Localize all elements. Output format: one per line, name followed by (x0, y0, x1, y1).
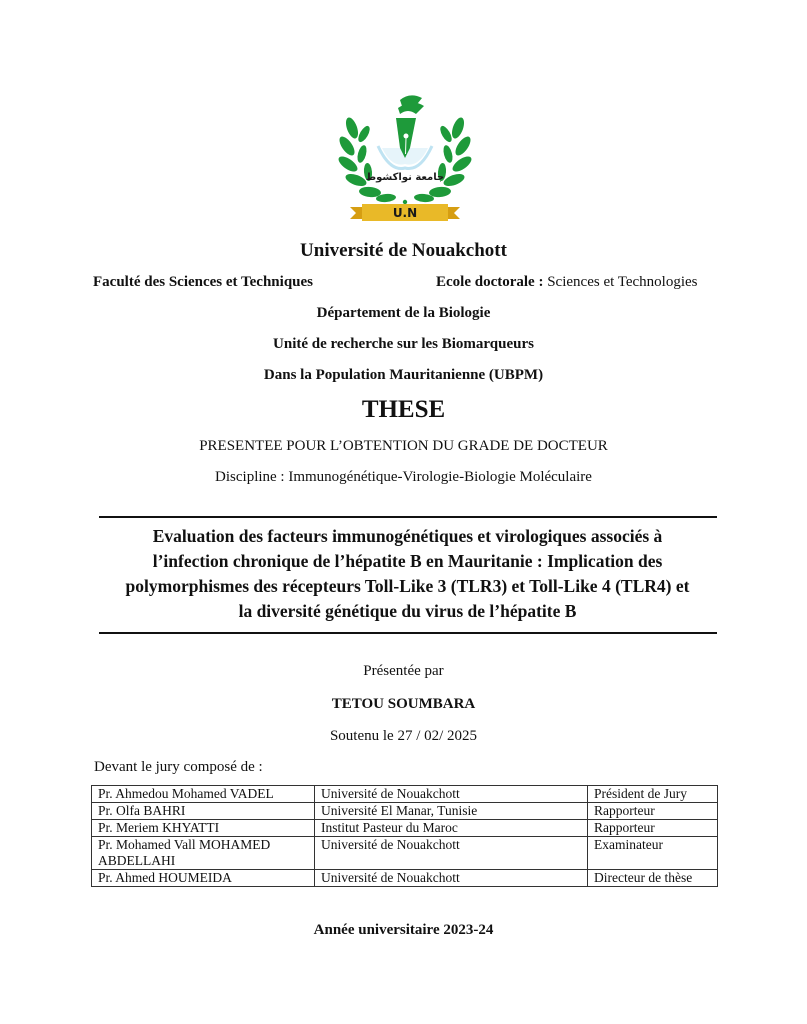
department-name: Département de la Biologie (316, 305, 491, 321)
thesis-title-line: l’infection chronique de l’hépatite B en Mauritanie : Implication des (152, 551, 663, 571)
thesis-title (95, 524, 720, 624)
table-row (92, 786, 718, 803)
jury-table (91, 785, 718, 887)
logo-arabic-text: جامعة نواكشوط (365, 172, 445, 183)
title-divider-bottom (99, 632, 717, 634)
logo-emblem-icon (330, 88, 480, 223)
jury-member-name: Pr. Mohamed Vall MOHAMED ABDELLAHI (92, 837, 315, 870)
jury-member-institution: Institut Pasteur du Maroc (315, 820, 588, 837)
university-name: Université de Nouakchott (300, 240, 507, 261)
jury-member-institution: Université El Manar, Tunisie (315, 803, 588, 820)
doctoral-school-value: Sciences et Technologies (543, 274, 698, 290)
thesis-discipline: Discipline : Immunogénétique-Virologie-Biologie Moléculaire (215, 469, 592, 485)
jury-member-role: Directeur de thèse (588, 870, 718, 887)
jury-member-role: Rapporteur (588, 820, 718, 837)
doctoral-school-label: Ecole doctorale : (436, 274, 544, 290)
table-row (92, 837, 718, 870)
table-row (92, 870, 718, 887)
thesis-title-line: Evaluation des facteurs immunogénétiques et virologiques associés à (152, 526, 663, 546)
logo-banner-text: U.N (392, 206, 418, 220)
jury-intro: Devant le jury composé de : (94, 759, 263, 775)
thesis-heading: THESE (361, 396, 446, 423)
presented-by-label: Présentée par (363, 663, 444, 679)
title-divider-top (99, 516, 717, 518)
jury-member-name: Pr. Ahmedou Mohamed VADEL (92, 786, 315, 803)
logo-banner-icon (350, 204, 460, 221)
jury-member-role: Examinateur (588, 837, 718, 870)
thesis-subtitle: PRESENTEE POUR L’OBTENTION DU GRADE DE DOCTEUR (199, 438, 608, 454)
jury-member-name: Pr. Olfa BAHRI (92, 803, 315, 820)
table-row (92, 820, 718, 837)
faculty-name: Faculté des Sciences et Techniques (93, 274, 313, 290)
thesis-title-line: polymorphismes des récepteurs Toll-Like 3 (TLR3) et Toll-Like 4 (TLR4) et (125, 576, 690, 596)
author-name: TETOU SOUMBARA (331, 696, 476, 712)
defense-date: Soutenu le 27 / 02/ 2025 (329, 728, 478, 744)
jury-member-role: Président de Jury (588, 786, 718, 803)
thesis-title-line: la diversité génétique du virus de l’hépatite B (238, 601, 577, 621)
jury-member-institution: Université de Nouakchott (315, 837, 588, 870)
table-row (92, 803, 718, 820)
research-unit-line2: Dans la Population Mauritanienne (UBPM) (263, 367, 544, 383)
university-logo (330, 88, 480, 223)
doctoral-school (436, 274, 698, 291)
jury-member-institution: Université de Nouakchott (315, 786, 588, 803)
jury-member-institution: Université de Nouakchott (315, 870, 588, 887)
jury-member-name: Pr. Meriem KHYATTI (92, 820, 315, 837)
research-unit-line1: Unité de recherche sur les Biomarqueurs (273, 336, 534, 352)
academic-year: Année universitaire 2023-24 (313, 922, 494, 938)
jury-member-role: Rapporteur (588, 803, 718, 820)
jury-member-name: Pr. Ahmed HOUMEIDA (92, 870, 315, 887)
